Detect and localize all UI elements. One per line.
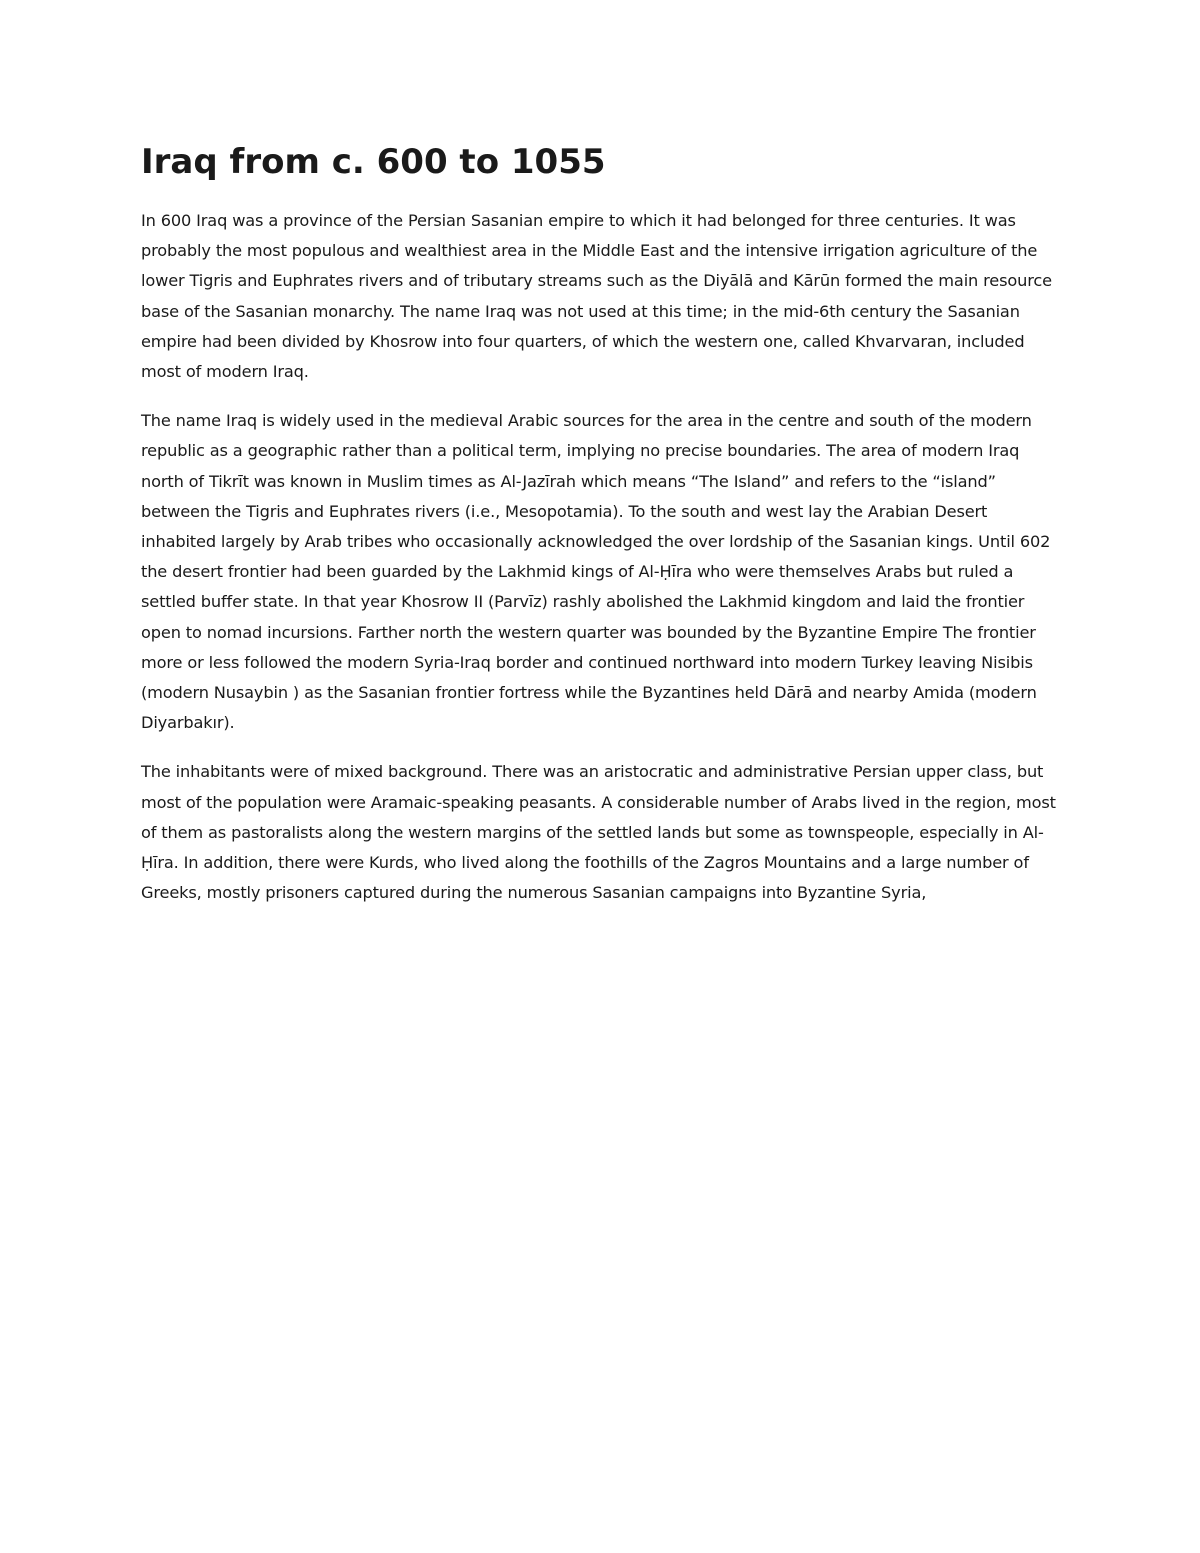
paragraph-2: The name Iraq is widely used in the medieval Arabic sources for the area in the centre and south of the modern republic as a geographic rather than a political term, implying no precise boundaries. The area of modern Iraq north of Tikrīt was known in Muslim times as Al-Jazīrah which means “The Island” and refers to the “island” between the Tigris and Euphrates rivers (i.e., Mesopotamia). To the south and west lay the Arabian Desert inhabited largely by Arab tribes who occasionally acknowledged the over lordship of the Sasanian kings. Until 602 the desert frontier had been guarded by the Lakhmid kings of Al-Ḥīra who were themselves Arabs but ruled a settled buffer state. In that year Khosrow II (Parvīz) rashly abolished the Lakhmid kingdom and laid the frontier open to nomad incursions. Farther north the western quarter was bounded by the Byzantine Empire The frontier more or less followed the modern Syria-Iraq border and continued northward into modern Turkey leaving Nisibis (modern Nusaybin ) as the Sasanian frontier fortress while the Byzantines held Dārā and nearby Amida (modern Diyarbakır). — [141, 411, 1051, 733]
paragraph-3: The inhabitants were of mixed background. There was an aristocratic and administrative Persian upper class, but most of the population were Aramaic-speaking peasants. A considerable number of Arabs lived in the region, most of them as pastoralists along the western margins of the settled lands but some as townspeople, especially in Al-Ḥīra. In addition, there were Kurds, who lived along the foothills of the Zagros Mountains and a large number of Greeks, mostly prisoners captured during the numerous Sasanian campaigns into Byzantine Syria, — [141, 762, 1056, 903]
document-body — [141, 140, 1066, 927]
paragraph-1: In 600 Iraq was a province of the Persian Sasanian empire to which it had belonged for three centuries. It was probably the most populous and wealthiest area in the Middle East and the intensive irrigation agriculture of the lower Tigris and Euphrates rivers and of tributary streams such as the Diyālā and Kārūn formed the main resource base of the Sasanian monarchy. The name Iraq was not used at this time; in the mid-6th century the Sasanian empire had been divided by Khosrow into four quarters, of which the western one, called Khvarvaran, included most of modern Iraq. — [141, 211, 1052, 382]
document-title: Iraq from c. 600 to 1055 — [141, 142, 606, 182]
